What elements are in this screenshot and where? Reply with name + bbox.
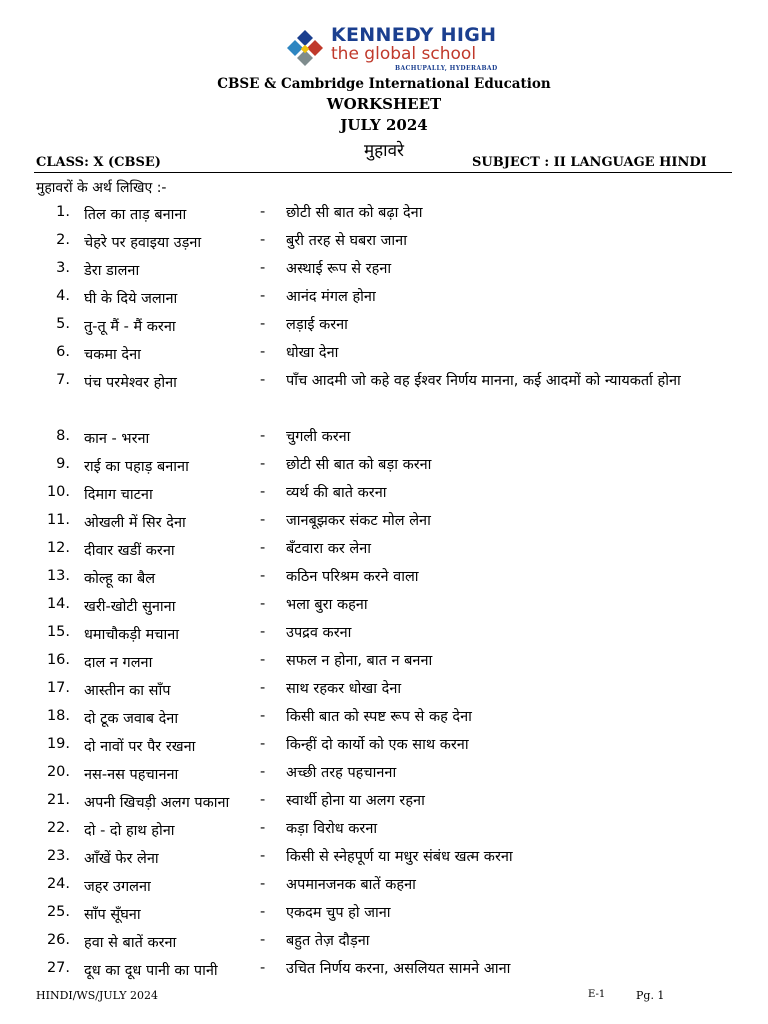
idiom-meaning: एकदम चुप हो जाना (286, 905, 391, 921)
list-item (0, 706, 768, 734)
item-number: 5. (56, 316, 70, 332)
idiom-text: साँप सूँघना (84, 907, 141, 923)
separator-dash: - (260, 316, 266, 332)
item-number: 24. (46, 876, 70, 892)
idiom-meaning: लड़ाई करना (286, 317, 348, 333)
separator-dash: - (260, 792, 266, 808)
school-tagline: the global school (331, 44, 477, 64)
instruction-text: मुहावरों के अर्थ लिखिए :- (36, 180, 167, 196)
idiom-text: अपनी खिचड़ी अलग पकाना (84, 795, 230, 811)
idiom-text: पंच परमेश्वर होना (84, 375, 177, 391)
footer-page-number: Pg. 1 (636, 989, 665, 1002)
item-number: 26. (46, 932, 70, 948)
school-logo (283, 24, 498, 76)
list-item (0, 874, 768, 902)
idiom-text: दो नावों पर पैर रखना (84, 739, 196, 755)
list-item (0, 818, 768, 846)
idiom-meaning: छोटी सी बात को बढ़ा देना (286, 205, 423, 221)
separator-dash: - (260, 848, 266, 864)
list-item (0, 342, 768, 370)
class-label: CLASS: X (CBSE) (36, 155, 161, 170)
item-number: 17. (46, 680, 70, 696)
idiom-text: आँखें फेर लेना (84, 851, 159, 867)
idiom-meaning: बुरी तरह से घबरा जाना (286, 233, 407, 249)
idiom-text: धमाचौकड़ी मचाना (84, 627, 180, 643)
item-number: 11. (46, 512, 70, 528)
school-emblem-icon (283, 28, 327, 72)
idiom-text: तु-तू मैं - मैं करना (84, 319, 176, 335)
item-number: 10. (46, 484, 70, 500)
separator-dash: - (260, 344, 266, 360)
list-item (0, 594, 768, 622)
item-number: 15. (46, 624, 70, 640)
school-location: BACHUPALLY, HYDERABAD (395, 65, 498, 72)
list-item (0, 678, 768, 706)
list-item (0, 734, 768, 762)
idiom-text: दिमाग चाटना (84, 487, 153, 503)
separator-dash: - (260, 652, 266, 668)
item-number: 13. (46, 568, 70, 584)
item-number: 21. (46, 792, 70, 808)
item-number: 9. (56, 456, 70, 472)
subject-label: SUBJECT : II LANGUAGE HINDI (472, 155, 707, 170)
list-item (0, 902, 768, 930)
list-item (0, 426, 768, 454)
idiom-text: दीवार खडीं करना (84, 543, 175, 559)
header-divider (34, 172, 732, 173)
separator-dash: - (260, 820, 266, 836)
item-number: 23. (46, 848, 70, 864)
idiom-text: आस्तीन का साँप (84, 683, 171, 699)
item-number: 14. (46, 596, 70, 612)
list-item (0, 846, 768, 874)
board-title: CBSE & Cambridge International Education (217, 76, 551, 92)
idiom-meaning: व्यर्थ की बाते करना (286, 485, 387, 501)
idiom-text: दो टूक जवाब देना (84, 711, 179, 727)
list-item (0, 370, 768, 426)
item-number: 18. (46, 708, 70, 724)
idiom-meaning: बहुत तेज़ दौड़ना (286, 933, 370, 949)
separator-dash: - (260, 428, 266, 444)
separator-dash: - (260, 456, 266, 472)
separator-dash: - (260, 484, 266, 500)
item-number: 25. (46, 904, 70, 920)
separator-dash: - (260, 736, 266, 752)
separator-dash: - (260, 960, 266, 976)
idiom-meaning: किसी बात को स्पष्ट रूप से कह देना (286, 709, 472, 725)
separator-dash: - (260, 708, 266, 724)
list-item (0, 566, 768, 594)
list-item (0, 286, 768, 314)
idiom-text: ओखली में सिर देना (84, 515, 186, 531)
document-type: WORKSHEET (326, 95, 442, 113)
item-number: 4. (56, 288, 70, 304)
separator-dash: - (260, 680, 266, 696)
idiom-meaning: धोखा देना (286, 345, 339, 361)
separator-dash: - (260, 876, 266, 892)
idiom-meaning: आनंद मंगल होना (286, 289, 376, 305)
idiom-text: चकमा देना (84, 347, 141, 363)
idiom-text: राई का पहाड़ बनाना (84, 459, 189, 475)
separator-dash: - (260, 232, 266, 248)
idiom-meaning: कठिन परिश्रम करने वाला (286, 569, 419, 585)
idiom-meaning: उचित निर्णय करना, असलियत सामने आना (286, 961, 511, 977)
item-number: 27. (46, 960, 70, 976)
idiom-meaning: किसी से स्नेहपूर्ण या मधुर संबंध खत्म करना (286, 849, 513, 865)
list-item (0, 622, 768, 650)
idiom-meaning: भला बुरा कहना (286, 597, 368, 613)
idiom-meaning: जानबूझकर संकट मोल लेना (286, 513, 431, 529)
idiom-text: तिल का ताड़ बनाना (84, 207, 187, 223)
idiom-meaning: अच्छी तरह पहचानना (286, 765, 397, 781)
separator-dash: - (260, 568, 266, 584)
item-number: 2. (56, 232, 70, 248)
separator-dash: - (260, 932, 266, 948)
idiom-meaning: साथ रहकर धोखा देना (286, 681, 402, 697)
worksheet-month: JULY 2024 (340, 116, 428, 134)
idiom-text: खरी-खोटी सुनाना (84, 599, 176, 615)
list-item (0, 958, 768, 986)
list-item (0, 650, 768, 678)
idiom-list (0, 202, 768, 986)
list-item (0, 454, 768, 482)
item-number: 6. (56, 344, 70, 360)
idiom-meaning: सफल न होना, बात न बनना (286, 653, 433, 669)
separator-dash: - (260, 260, 266, 276)
idiom-meaning: अपमानजनक बातें कहना (286, 877, 416, 893)
idiom-meaning: उपद्रव करना (286, 625, 352, 641)
list-item (0, 510, 768, 538)
idiom-text: हवा से बातें करना (84, 935, 177, 951)
separator-dash: - (260, 904, 266, 920)
idiom-meaning: किन्हीं दो कार्यो को एक साथ करना (286, 737, 469, 753)
separator-dash: - (260, 764, 266, 780)
item-number: 20. (46, 764, 70, 780)
idiom-meaning: स्वार्थी होना या अलग रहना (286, 793, 425, 809)
separator-dash: - (260, 624, 266, 640)
footer-doc-code: HINDI/WS/JULY 2024 (36, 989, 159, 1002)
list-item (0, 230, 768, 258)
idiom-text: कान - भरना (84, 431, 150, 447)
idiom-text: जहर उगलना (84, 879, 151, 895)
item-number: 19. (46, 736, 70, 752)
worksheet-topic: मुहावरे (363, 141, 404, 161)
item-number: 8. (56, 428, 70, 444)
idiom-text: दो - दो हाथ होना (84, 823, 175, 839)
separator-dash: - (260, 288, 266, 304)
idiom-text: नस-नस पहचानना (84, 767, 179, 783)
idiom-meaning: छोटी सी बात को बड़ा करना (286, 457, 432, 473)
separator-dash: - (260, 512, 266, 528)
school-name: KENNEDY HIGH (331, 24, 497, 46)
list-item (0, 930, 768, 958)
idiom-meaning: चुगली करना (286, 429, 351, 445)
list-item (0, 790, 768, 818)
item-number: 3. (56, 260, 70, 276)
idiom-text: चेहरे पर हवाइया उड़ना (84, 235, 202, 251)
separator-dash: - (260, 372, 266, 388)
idiom-meaning: पाँच आदमी जो कहे वह ईश्वर निर्णय मानना, कई आदमों को न्यायकर्ता होना (286, 373, 681, 389)
item-number: 22. (46, 820, 70, 836)
idiom-text: घी के दिये जलाना (84, 291, 178, 307)
idiom-meaning: कड़ा विरोध करना (286, 821, 378, 837)
footer-edition: E-1 (588, 989, 606, 1000)
separator-dash: - (260, 204, 266, 220)
item-number: 16. (46, 652, 70, 668)
separator-dash: - (260, 596, 266, 612)
idiom-meaning: अस्थाई रूप से रहना (286, 261, 392, 277)
item-number: 7. (56, 372, 70, 388)
idiom-text: डेरा डालना (84, 263, 140, 279)
list-item (0, 314, 768, 342)
list-item (0, 762, 768, 790)
list-item (0, 538, 768, 566)
idiom-text: दाल न गलना (84, 655, 153, 671)
idiom-meaning: बँटवारा कर लेना (286, 541, 372, 557)
list-item (0, 482, 768, 510)
list-item (0, 258, 768, 286)
item-number: 12. (46, 540, 70, 556)
idiom-text: दूध का दूध पानी का पानी (84, 963, 218, 979)
item-number: 1. (56, 204, 70, 220)
idiom-text: कोल्हू का बैल (84, 571, 156, 587)
list-item (0, 202, 768, 230)
separator-dash: - (260, 540, 266, 556)
